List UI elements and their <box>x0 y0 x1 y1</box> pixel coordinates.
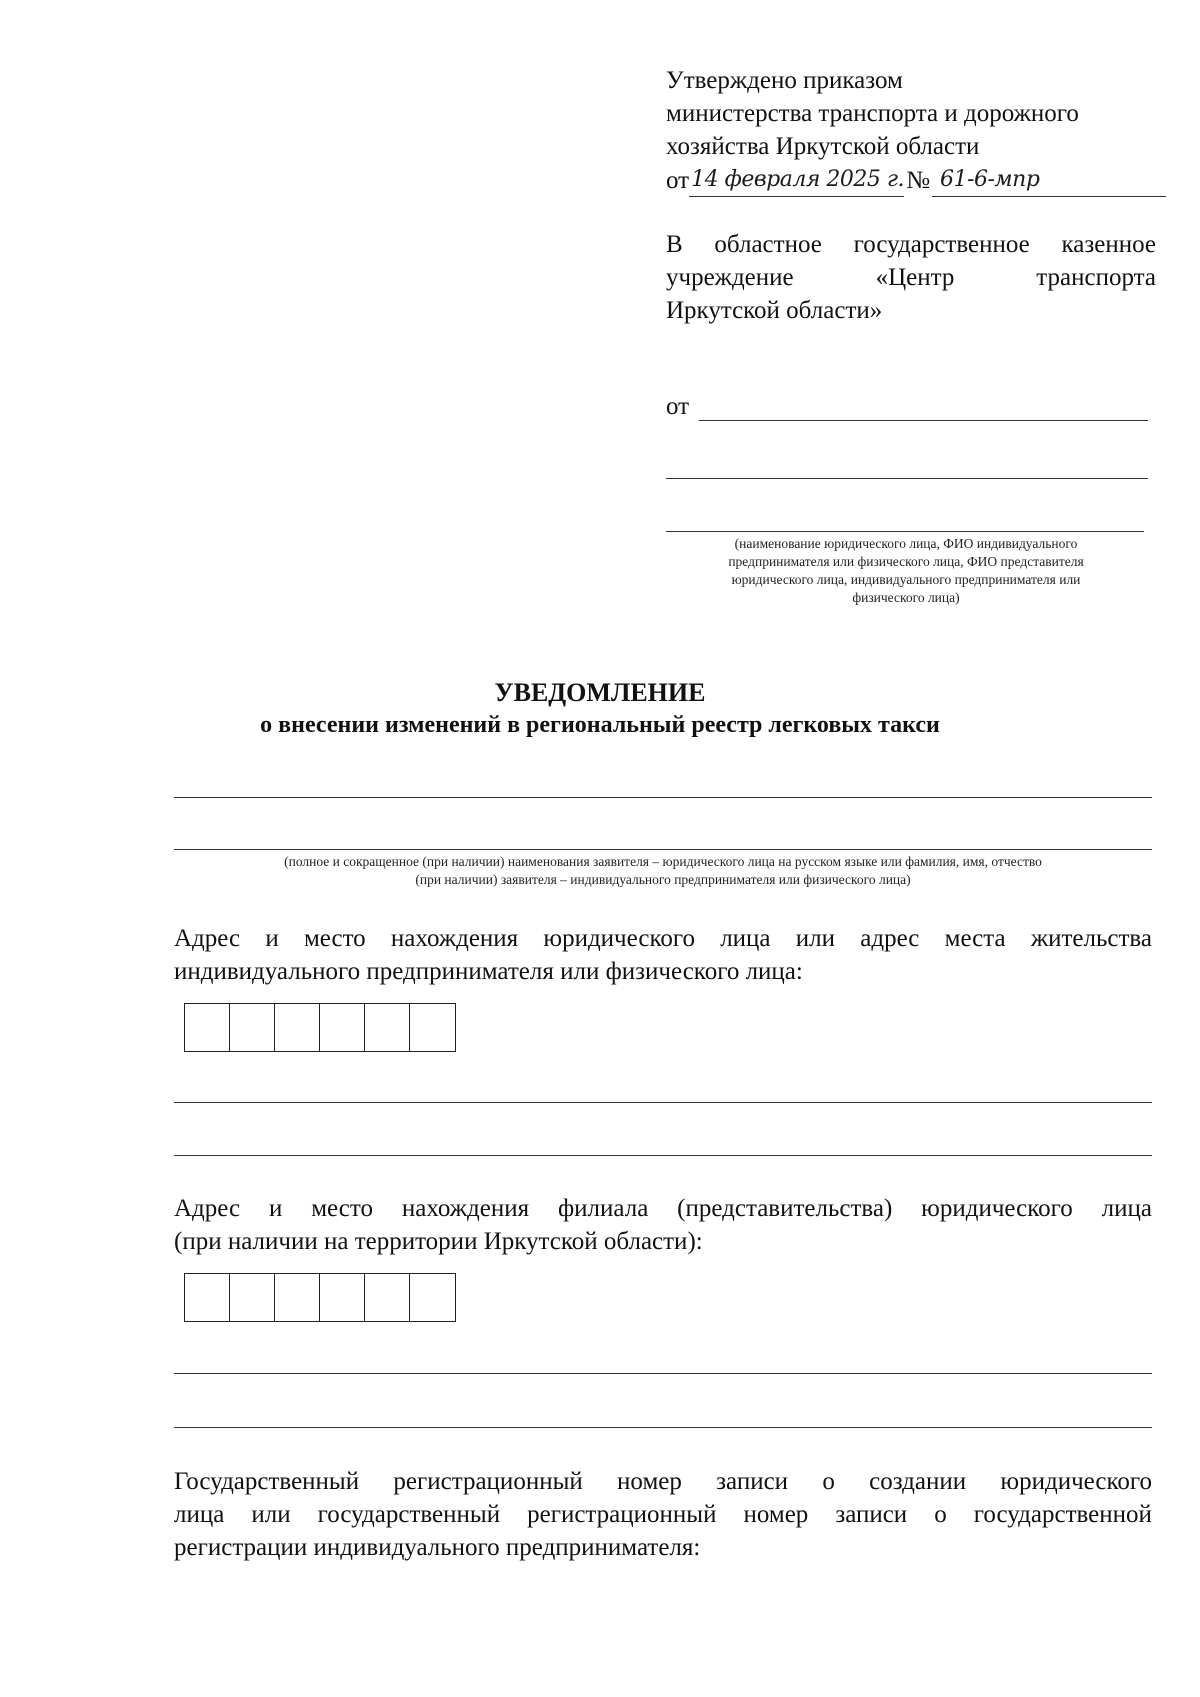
word: юридического <box>543 925 695 952</box>
order-reference <box>666 163 1166 197</box>
word: о <box>822 1468 835 1495</box>
approval-line-3: хозяйства Иркутской области <box>666 133 980 160</box>
registration-heading-line-3: регистрации индивидуального предпринимателя: <box>174 1534 701 1561</box>
word: лица <box>720 925 771 952</box>
address-line-1[interactable] <box>174 1102 1152 1103</box>
order-date-handwritten: 14 февраля 2025 г. <box>689 163 904 197</box>
registration-heading-line-1 <box>174 1465 1152 1498</box>
recipient-word: учреждение <box>666 264 794 291</box>
order-number-sign: № <box>906 167 931 194</box>
word: адрес <box>860 925 920 952</box>
postcode-digit-box[interactable] <box>185 1274 230 1321</box>
address-heading-line-1 <box>174 922 1152 955</box>
word: и <box>268 1195 283 1222</box>
word: места <box>944 925 1006 952</box>
postcode-digit-box[interactable] <box>365 1274 410 1321</box>
order-from-prefix: от <box>666 167 690 194</box>
word: Государственный <box>174 1468 360 1495</box>
postcode-digit-box[interactable] <box>410 1274 455 1321</box>
applicant-from-line-2[interactable] <box>666 478 1148 479</box>
approval-line-1: Утверждено приказом <box>666 67 903 94</box>
recipient-word: государственное <box>853 231 1030 258</box>
branch-heading-line-1 <box>174 1192 1152 1225</box>
branch-line-1[interactable] <box>174 1373 1152 1374</box>
order-number-handwritten: 61-6-мпр <box>932 163 1166 197</box>
postcode-digit-box[interactable] <box>275 1004 320 1051</box>
postcode-digit-box[interactable] <box>410 1004 455 1051</box>
caption-line: (полное и сокращенное (при наличии) наименования заявителя – юридического лица на русском языке или фамилия, имя, отчество <box>284 854 1042 869</box>
branch-heading <box>174 1192 1152 1258</box>
recipient-word: областное <box>714 231 822 258</box>
recipient-block <box>666 228 1156 327</box>
word: лица <box>1101 1195 1152 1222</box>
address-heading-line-2: индивидуального предпринимателя или физического лица: <box>174 958 803 985</box>
caption-line: юридического лица, индивидуального предпринимателя или <box>731 572 1081 587</box>
recipient-word: транспорта <box>1036 264 1156 291</box>
applicant-from-line-3[interactable] <box>666 531 1144 532</box>
applicant-from-label: от <box>666 393 690 420</box>
word: место <box>303 925 366 952</box>
applicant-name-line-1[interactable] <box>174 797 1152 798</box>
postcode-digit-box[interactable] <box>365 1004 410 1051</box>
applicant-name-caption <box>174 853 1152 889</box>
word: создании <box>869 1468 967 1495</box>
approval-block <box>666 64 1166 197</box>
caption-line: (при наличии) заявителя – индивидуального предпринимателя или физического лица) <box>415 872 911 887</box>
word: филиала <box>557 1195 649 1222</box>
registration-heading-line-2 <box>174 1498 1152 1531</box>
branch-heading-line-2: (при наличии на территории Иркутской области): <box>174 1228 703 1255</box>
caption-line: (наименование юридического лица, ФИО индивидуального <box>734 536 1078 551</box>
postcode-digit-box[interactable] <box>230 1274 275 1321</box>
word: или <box>795 925 836 952</box>
word: юридического <box>921 1195 1073 1222</box>
recipient-word: «Центр <box>875 264 955 291</box>
word: и <box>265 925 279 952</box>
word: регистрационный <box>527 1501 717 1528</box>
word: (представительства) <box>677 1195 893 1222</box>
word: записи <box>835 1501 908 1528</box>
caption-line: предпринимателя или физического лица, ФИО представителя <box>728 554 1084 569</box>
postcode-digit-box[interactable] <box>320 1274 365 1321</box>
recipient-word: казенное <box>1061 231 1156 258</box>
recipient-word: В <box>666 231 683 258</box>
branch-postcode-boxes <box>184 1273 456 1322</box>
applicant-from-field[interactable] <box>699 396 1148 421</box>
word: нахождения <box>401 1195 530 1222</box>
postcode-digit-box[interactable] <box>230 1004 275 1051</box>
postcode-digit-box[interactable] <box>275 1274 320 1321</box>
applicant-from-caption <box>666 535 1146 607</box>
postcode-digit-box[interactable] <box>185 1004 230 1051</box>
word: регистрационный <box>393 1468 583 1495</box>
word: номер <box>743 1501 809 1528</box>
word: государственной <box>973 1501 1152 1528</box>
word: место <box>311 1195 373 1222</box>
word: лица <box>174 1501 225 1528</box>
word: Адрес <box>174 1195 241 1222</box>
word: государственный <box>317 1501 501 1528</box>
applicant-from-row <box>666 393 1148 421</box>
caption-line: физического лица) <box>852 590 960 605</box>
word: Адрес <box>174 925 241 952</box>
branch-line-2[interactable] <box>174 1427 1152 1428</box>
address-line-2[interactable] <box>174 1155 1152 1156</box>
address-heading <box>174 922 1152 988</box>
approval-line-2: министерства транспорта и дорожного <box>666 100 1079 127</box>
word: записи <box>716 1468 789 1495</box>
word: номер <box>617 1468 682 1495</box>
postcode-digit-box[interactable] <box>320 1004 365 1051</box>
recipient-line-3: Иркутской области» <box>666 297 883 324</box>
word: или <box>251 1501 291 1528</box>
recipient-line-2 <box>666 261 1156 294</box>
word: юридического <box>1000 1468 1152 1495</box>
applicant-name-line-2[interactable] <box>174 849 1152 850</box>
address-postcode-boxes <box>184 1003 456 1052</box>
recipient-line-1 <box>666 228 1156 261</box>
registration-heading <box>174 1465 1152 1564</box>
word: нахождения <box>390 925 519 952</box>
word: жительства <box>1030 925 1152 952</box>
word: о <box>934 1501 947 1528</box>
document-title: УВЕДОМЛЕНИЕ <box>494 678 706 707</box>
document-subtitle: о внесении изменений в региональный реестр легковых такси <box>260 712 940 738</box>
